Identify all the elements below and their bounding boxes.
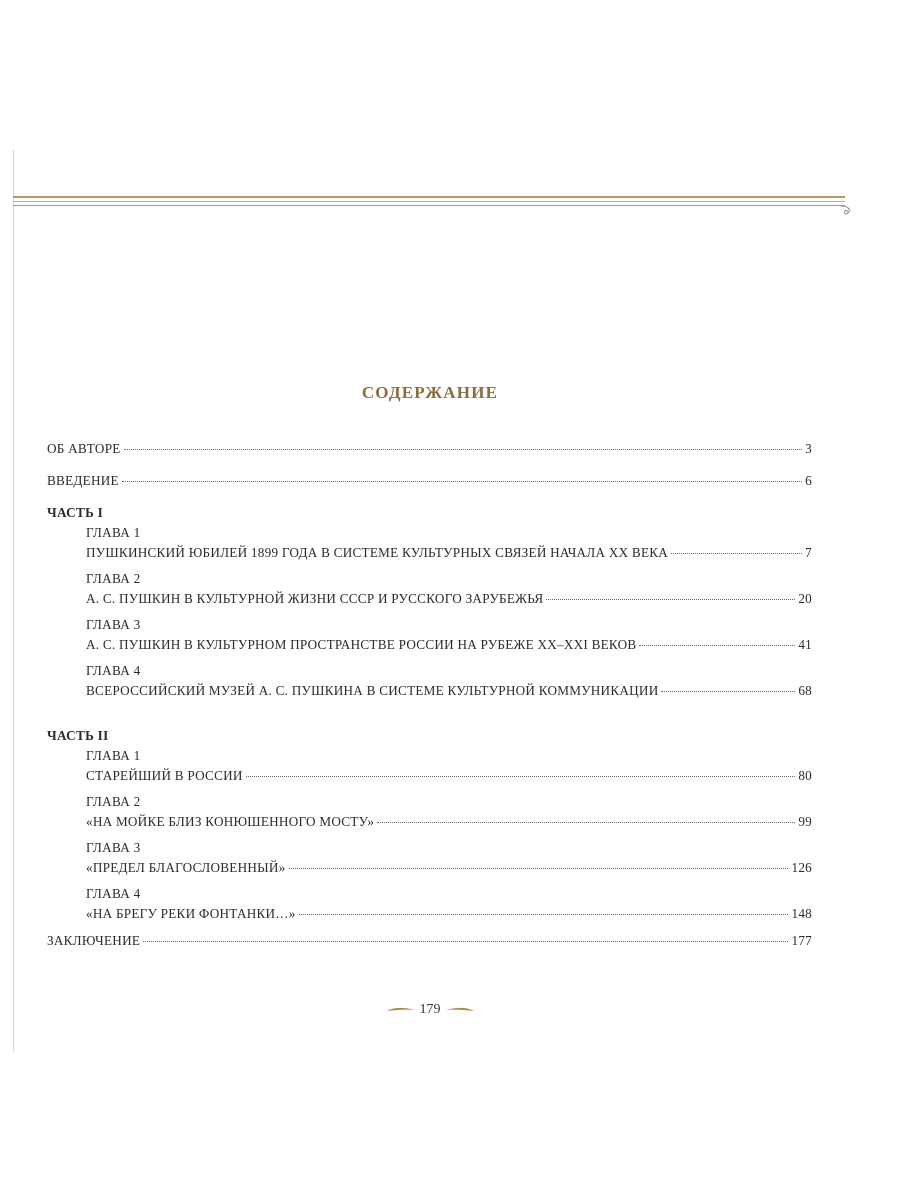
entry-page: 126 [791, 860, 812, 875]
dot-leader [124, 449, 803, 450]
header-rule [13, 196, 845, 198]
rule-flourish-icon [839, 204, 853, 218]
entry-title: СТАРЕЙШИЙ В РОССИИ [86, 768, 243, 783]
entry-page: 177 [791, 933, 812, 948]
chapter-label: ГЛАВА 4 [86, 886, 141, 901]
dot-leader [143, 941, 788, 942]
toc-entry-chapter[interactable] [86, 859, 812, 876]
entry-title: «НА БРЕГУ РЕКИ ФОНТАНКИ…» [86, 906, 296, 921]
chapter-label: ГЛАВА 2 [86, 571, 141, 586]
part-2-heading: ЧАСТЬ II [47, 728, 109, 743]
entry-page: 148 [791, 906, 812, 921]
dot-leader [289, 868, 789, 869]
part-1-chapters [47, 521, 812, 699]
page-edge [13, 150, 14, 1052]
dot-leader [377, 822, 795, 823]
chapter-label: ГЛАВА 4 [86, 663, 141, 678]
dot-leader [661, 691, 795, 692]
entry-page: 41 [798, 637, 812, 652]
toc-entry-chapter[interactable] [86, 905, 812, 922]
toc-title: СОДЕРЖАНИЕ [361, 383, 499, 402]
entry-page: 6 [805, 473, 812, 488]
entry-page: 99 [798, 814, 812, 829]
entry-page: 68 [798, 683, 812, 698]
entry-page: 80 [798, 768, 812, 783]
chapter-label: ГЛАВА 3 [86, 840, 141, 855]
entry-title: А. С. ПУШКИН В КУЛЬТУРНОЙ ЖИЗНИ СССР И РУССКОГО ЗАРУБЕЖЬЯ [86, 591, 544, 606]
part-1-heading: ЧАСТЬ I [47, 505, 104, 520]
flourish-left-icon [386, 1005, 416, 1015]
flourish-right-icon [445, 1005, 475, 1015]
toc-entry-chapter[interactable] [86, 767, 812, 784]
toc-entry-chapter[interactable] [86, 544, 812, 561]
chapter-label: ГЛАВА 3 [86, 617, 141, 632]
table-of-contents [47, 440, 812, 949]
dot-leader [639, 645, 795, 646]
entry-page: 3 [805, 441, 812, 456]
toc-entry-chapter[interactable] [86, 636, 812, 653]
entry-title: ВВЕДЕНИЕ [47, 473, 119, 488]
chapter-label: ГЛАВА 1 [86, 748, 141, 763]
toc-entry-introduction[interactable] [47, 472, 812, 489]
header-rule-thin [13, 205, 845, 206]
entry-title: А. С. ПУШКИН В КУЛЬТУРНОМ ПРОСТРАНСТВЕ РОССИИ НА РУБЕЖЕ XX–XXI ВЕКОВ [86, 637, 637, 652]
toc-entry-conclusion[interactable] [47, 932, 812, 949]
dot-leader [299, 914, 789, 915]
toc-entry-about-author[interactable] [47, 440, 812, 457]
dot-leader [246, 776, 796, 777]
entry-title: «НА МОЙКЕ БЛИЗ КОНЮШЕННОГО МОСТУ» [86, 814, 375, 829]
entry-title: ЗАКЛЮЧЕНИЕ [47, 933, 141, 948]
entry-title: ОБ АВТОРЕ [47, 441, 121, 456]
page-number-ornament [0, 1002, 860, 1018]
dot-leader [546, 599, 795, 600]
entry-title: ВСЕРОССИЙСКИЙ МУЗЕЙ А. С. ПУШКИНА В СИСТЕМЕ КУЛЬТУРНОЙ КОММУНИКАЦИИ [86, 683, 659, 698]
entry-page: 7 [805, 545, 812, 560]
toc-entry-chapter[interactable] [86, 813, 812, 830]
dot-leader [122, 481, 802, 482]
entry-page: 20 [798, 591, 812, 606]
toc-entry-chapter[interactable] [86, 682, 812, 699]
chapter-label: ГЛАВА 2 [86, 794, 141, 809]
part-2-chapters [47, 744, 812, 922]
chapter-label: ГЛАВА 1 [86, 525, 141, 540]
toc-entry-chapter[interactable] [86, 590, 812, 607]
header-rule-gold [13, 201, 845, 202]
entry-title: «ПРЕДЕЛ БЛАГОСЛОВЕННЫЙ» [86, 860, 286, 875]
page-number: 179 [419, 1002, 441, 1017]
dot-leader [671, 553, 802, 554]
entry-title: ПУШКИНСКИЙ ЮБИЛЕЙ 1899 ГОДА В СИСТЕМЕ КУЛЬТУРНЫХ СВЯЗЕЙ НАЧАЛА XX ВЕКА [86, 545, 669, 560]
